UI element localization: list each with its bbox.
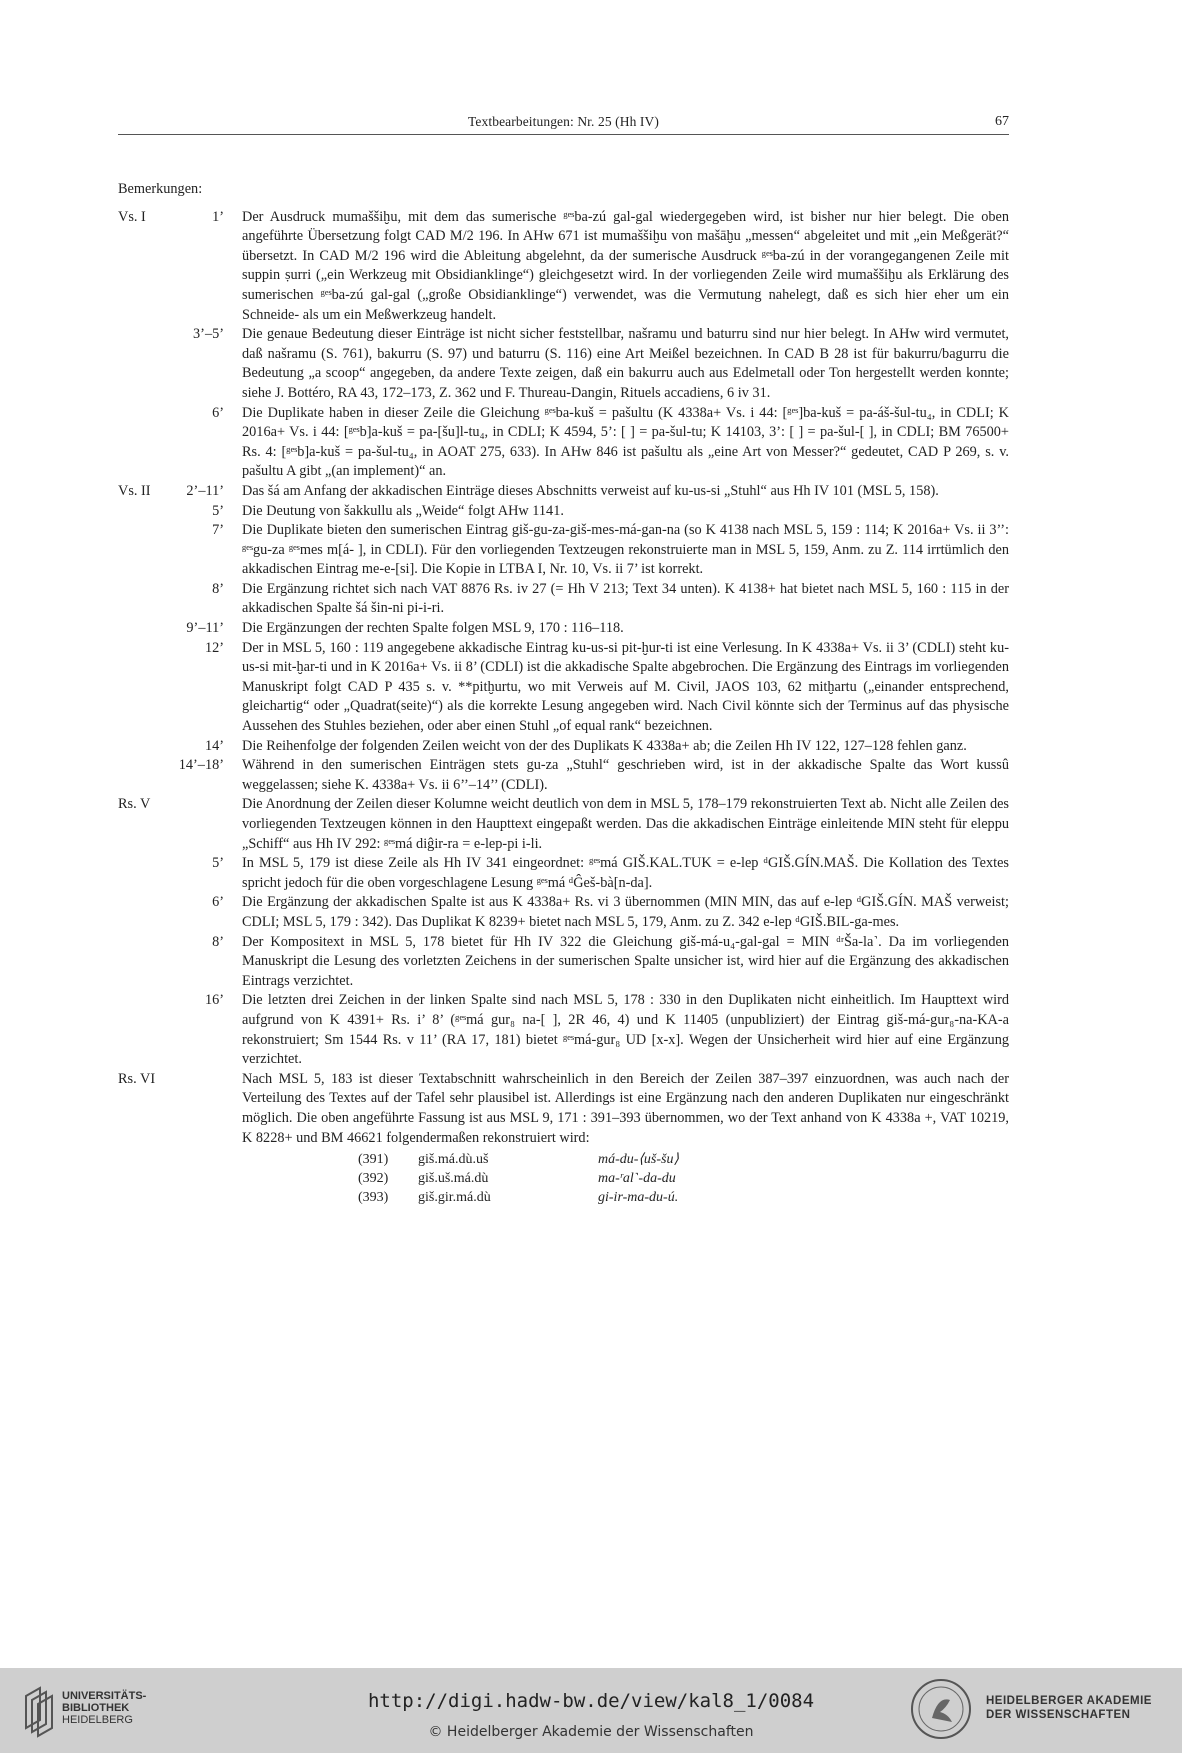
- commentary-entry: [118, 639, 1009, 737]
- reconstruction-row: [358, 1188, 1009, 1207]
- commentary-section: [118, 180, 1009, 1207]
- column-label: [118, 737, 178, 757]
- column-label: Vs. II: [118, 482, 151, 499]
- sumerian-entry: giš.gir.má.dù: [418, 1190, 491, 1206]
- column-label: Rs. V: [118, 796, 151, 813]
- column-label: Vs. I: [118, 208, 146, 225]
- commentary-entry: [118, 482, 1009, 502]
- commentary-entry: [118, 580, 1009, 619]
- column-label: [118, 404, 178, 482]
- line-number: (392): [358, 1171, 389, 1187]
- column-label: Rs. VI: [118, 1070, 156, 1087]
- commentary-text: Die Duplikate bieten den sumerischen Eintrag giš-gu-za-giš-mes-má-gan-na (so K 4138 nach MSL 5, 159 : 114; K 2016a+ Vs. ii 3’’: ᵍᵉˢgu-za ᵍᵉˢmes m[á- ], in CDLI). Für den vorliegenden Textzeugen rekonstruierte man in MSL 5, 159, Anm. zu Z. 114 irrtümlich den akkadischen Eintrag me-e-[si]. Die Kopie in LTBA I, Nr. 10, Vs. ii 7’ ist korrekt.: [242, 522, 1009, 578]
- entry-list: [118, 208, 1009, 1149]
- commentary-text: In MSL 5, 179 ist diese Zeile als Hh IV 341 eingeordnet: ᵍᵉˢmá GIŠ.KAL.TUK = e-lep ᵈGIŠ.GÍN.MAŠ. Die Kollation des Textes spricht jedoch für die oben vorgeschlagene Lesung ᵍᵉˢmá ᵈĜeš-bà[n-da].: [242, 855, 1009, 891]
- commentary-entry: [118, 502, 1009, 522]
- commentary-text: Der Kompositext in MSL 5, 178 bietet für Hh IV 322 die Gleichung giš-má-u₄-gal-gal = MIN ᵈʳŠa-la˺. Da im vorliegenden Manuskript die Lesung des vorletzten Zeichens in der sumerischen Spalte unsicher ist, wird hier auf die Ergänzung des akkadischen Eintrags verzichtet.: [242, 933, 1009, 989]
- commentary-text: Die Duplikate haben in dieser Zeile die Gleichung ᵍᵉˢba-kuš = pašultu (K 4338a+ Vs. i 44: [ᵍᵉˢ]ba-kuš = pa-áš-šul-tu₄, in CDLI; K 2016a+ Vs. i 44: [ᵍᵉˢb]a-kuš = pa-[šu]l-tu₄, in CDLI; K 4594, 5’: [ ] = pa-šul-tu; K 14103, 3’: [ ] = pa-šul-[ ], in CDLI; BM 76500+ Rs. 4: [ᵍᵉˢb]a-kuš = pa-šul-tu₄, in AOAT 275, 633). In AHw 846 ist pašultu als „eine Art von Messer?“ gedeutet, CAD P 269, s. v. pašultu A gibt „(an implement)“ an.: [242, 404, 1009, 480]
- commentary-entry: [118, 991, 1009, 1069]
- commentary-entry: [118, 404, 1009, 482]
- line-reference: 5’: [212, 502, 224, 519]
- copyright-notice: © Heidelberger Akademie der Wissenschaften: [428, 1724, 754, 1740]
- commentary-text: Die Deutung von šakkullu als „Weide“ folgt AHw 1141.: [242, 502, 564, 519]
- line-reference: 14’: [204, 737, 224, 754]
- akkadian-entry: má-du-⟨uš-šu⟩: [598, 1152, 679, 1168]
- line-number: (391): [358, 1152, 389, 1168]
- line-reference: 9’–11’: [186, 620, 224, 637]
- line-reference: 14’–18’: [178, 757, 224, 774]
- page-header: [118, 114, 1009, 135]
- commentary-entry: [118, 1070, 1009, 1148]
- column-label: [118, 893, 178, 932]
- column-label: [118, 933, 178, 992]
- page-number: 67: [995, 114, 1009, 129]
- commentary-entry: [118, 795, 1009, 854]
- commentary-text: Die genaue Bedeutung dieser Einträge ist nicht sicher feststellbar, našramu und baturru sind nur hier belegt. In AHw wird vermutet, daß našramu (S. 761), bakurru (S. 97) und baturru (S. 116) eine Art Meißel bezeichnen. In CAD B 28 ist für bakurru/bagurru die Bedeutung „a scoop“ angegeben, da andere Texte zeigen, daß ein bakurru auch aus Edelmetall oder Ton hergestellt werden konnte; siehe J. Bottéro, RA 43, 172–173, Z. 362 und F. Thureau-Dangin, Rituels accadiens, 6 iv 31.: [242, 326, 1009, 401]
- line-reference: 12’: [204, 639, 224, 656]
- column-label: [118, 756, 178, 795]
- column-label: [118, 521, 178, 580]
- line-reference: 7’: [212, 522, 224, 539]
- section-heading: Bemerkungen:: [118, 181, 203, 197]
- commentary-entry: [118, 737, 1009, 757]
- commentary-text: Der in MSL 5, 160 : 119 angegebene akkadische Eintrag ku-us-si pit-ḫur-ti ist eine Verlesung. In K 4338a+ Vs. ii 3’ (CDLI) steht ku-us-si mit-ḫar-ti und in K 2016a+ Vs. ii 8’ (CDLI) ist die akkadische Spalte abgebrochen. Die Ergänzung des Eintrags im vorliegenden Manuskript folgt CAD P 435 s. v. **pitḫurtu, wo mit Verweis auf M. Civil, JAOS 103, 62 mitḫartu („einander entsprechend, gleichartig“ oder „Quadrat(seite)“) als die korrekte Lesung angegeben wird. Nach Civil könnte sich der Terminus auf das physische Aussehen des Stuhles beziehen, oder aber einen Stuhl „of equal rank“ bezeichnen.: [242, 639, 1009, 735]
- line-reference: 5’: [212, 855, 224, 872]
- reconstruction-row: [358, 1150, 1009, 1169]
- commentary-entry: [118, 756, 1009, 795]
- academy-seal-icon: [910, 1678, 972, 1740]
- column-label: [118, 502, 178, 522]
- sumerian-entry: giš.má.dù.uš: [418, 1152, 489, 1168]
- line-reference: 1’: [212, 208, 224, 225]
- reconstruction-table: [358, 1150, 1009, 1207]
- column-label: [118, 639, 178, 737]
- line-reference: [178, 795, 242, 854]
- reconstruction-row: [358, 1169, 1009, 1188]
- line-reference: [178, 1070, 242, 1148]
- academy-name: HEIDELBERGER AKADEMIE DER WISSENSCHAFTEN: [986, 1695, 1152, 1721]
- column-label: [118, 854, 178, 893]
- commentary-entry: [118, 619, 1009, 639]
- commentary-entry: [118, 521, 1009, 580]
- commentary-text: Die Ergänzung der akkadischen Spalte ist aus K 4338a+ Rs. vi 3 übernommen (MIN MIN, das auf e-lep ᵈGIŠ.GÍN. MAŠ verweist; CDLI; MSL 5, 179 : 342). Das Duplikat K 8239+ bietet nach MSL 5, 179, Anm. zu Z. 342 e-lep ᵈGIŠ.BIL-ga-mes.: [242, 894, 1009, 930]
- line-number: (393): [358, 1190, 389, 1206]
- commentary-entry: [118, 208, 1009, 326]
- akkadian-entry: gi-ir-ma-du-ú.: [598, 1190, 679, 1206]
- line-reference: 8’: [212, 580, 224, 597]
- column-label: [118, 580, 178, 619]
- commentary-entry: [118, 933, 1009, 992]
- sumerian-entry: giš.uš.má.dù: [418, 1171, 489, 1187]
- line-reference: 6’: [212, 404, 224, 421]
- line-reference: 8’: [212, 933, 224, 950]
- library-name: UNIVERSITÄTS- BIBLIOTHEK HEIDELBERG: [62, 1690, 147, 1726]
- footer-bar: [0, 1668, 1182, 1753]
- source-url[interactable]: http://digi.hadw-bw.de/view/kal8_1/0084: [367, 1690, 815, 1712]
- akkadian-entry: ma-ʳal˺-da-du: [598, 1171, 676, 1187]
- commentary-text: Die Anordnung der Zeilen dieser Kolumne weicht deutlich von dem in MSL 5, 178–179 rekonstruierten Text ab. Nicht alle Zeilen des vorliegenden Textzeugen können in den Haupttext eingepaßt werden. Das die akkadischen Einträge einleitende MIN steht für eleppu „Schiff“ aus Hh IV 292: ᵍᵉˢmá diĝir-ra = e-lep-pi i-li.: [242, 796, 1009, 852]
- commentary-text: Das šá am Anfang der akkadischen Einträge dieses Abschnitts verweist auf ku-us-si „Stuhl“ aus Hh IV 101 (MSL 5, 158).: [242, 482, 939, 499]
- line-reference: 2’–11’: [186, 482, 224, 499]
- commentary-entry: [118, 325, 1009, 403]
- line-reference: 16’: [204, 992, 224, 1009]
- commentary-text: Die Ergänzungen der rechten Spalte folgen MSL 9, 170 : 116–118.: [242, 620, 624, 637]
- running-title: Textbearbeitungen: Nr. 25 (Hh IV): [468, 114, 659, 129]
- column-label: [118, 991, 178, 1069]
- line-reference: 3’–5’: [193, 326, 224, 343]
- commentary-text: Der Ausdruck mumaššiḫu, mit dem das sumerische ᵍᵉˢba-zú gal-gal wiedergegeben wird, ist bisher nur hier belegt. Die oben angeführte Übersetzung folgt CAD M/2 196. In AHw 671 ist mumaššiḫu von mašāḫu „messen“ abgeleitet und mit „ein Meßgerät?“ übersetzt. In CAD M/2 196 wird die Ableitung abgelehnt, da der sumerische Ausdruck ᵍᵉˢba-zú in der vorangegangenen Zeile mit suppin ṣurri („ein Werkzeug mit Obsidianklinge“) gleichgesetzt wird. In der vorliegenden Zeile wird mumaššiḫu als Erklärung des sumerischen ᵍᵉˢba-zú gal-gal („große Obsidianklinge“) verwendet, was die Vermutung nahelegt, daß es sich hier eher um ein Schneide- als um ein Meßwerkzeug handelt.: [242, 208, 1009, 323]
- commentary-text: Die letzten drei Zeichen in der linken Spalte sind nach MSL 5, 178 : 330 in den Duplikaten nicht einheitlich. Im Haupttext wird aufgrund von K 4391+ Rs. i’ 8’ (ᵍᵉˢmá gur₈ na-[ ], 2R 46, 4) und K 11405 (unpubliziert) der Eintrag giš-má-gur₈-na-KA-a rekonstruiert; Sm 1544 Rs. v 11’ (RA 17, 181) bietet ᵍᵉˢmá-gur₈ UD [x-x]. Wegen der Unsicherheit wird hier auf eine Ergänzung verzichtet.: [242, 992, 1009, 1068]
- commentary-text: Nach MSL 5, 183 ist dieser Textabschnitt wahrscheinlich in den Bereich der Zeilen 387–397 einzuordnen, was auch nach der Verteilung des Textes auf der Tafel sehr plausibel ist. Allerdings ist eine Ergänzung nach den anderen Duplikaten nur eingeschränkt möglich. Die oben angeführte Fassung ist aus MSL 9, 171 : 391–393 übernommen, wo der Text anhand von K 4338a +, VAT 10219, K 8228+ und BM 46621 folgendermaßen rekonstruiert wird:: [242, 1070, 1009, 1146]
- commentary-entry: [118, 854, 1009, 893]
- commentary-entry: [118, 893, 1009, 932]
- line-reference: 6’: [212, 894, 224, 911]
- column-label: [118, 619, 178, 639]
- commentary-text: Die Ergänzung richtet sich nach VAT 8876 Rs. iv 27 (= Hh V 213; Text 34 unten). K 4138+ hat bietet nach MSL 5, 160 : 115 in der akkadischen Spalte šá šin-ni pi-i-ri.: [242, 580, 1009, 617]
- commentary-text: Während in den sumerischen Einträgen stets gu-za „Stuhl“ geschrieben wird, ist in der akkadische Spalte das Wort kussû weggelassen; siehe K. 4338a+ Vs. ii 6’’–14’’ (CDLI).: [242, 757, 1009, 793]
- commentary-text: Die Reihenfolge der folgenden Zeilen weicht von der des Duplikats K 4338a+ ab; die Zeilen Hh IV 122, 127–128 fehlen ganz.: [242, 737, 967, 754]
- column-label: [118, 325, 178, 403]
